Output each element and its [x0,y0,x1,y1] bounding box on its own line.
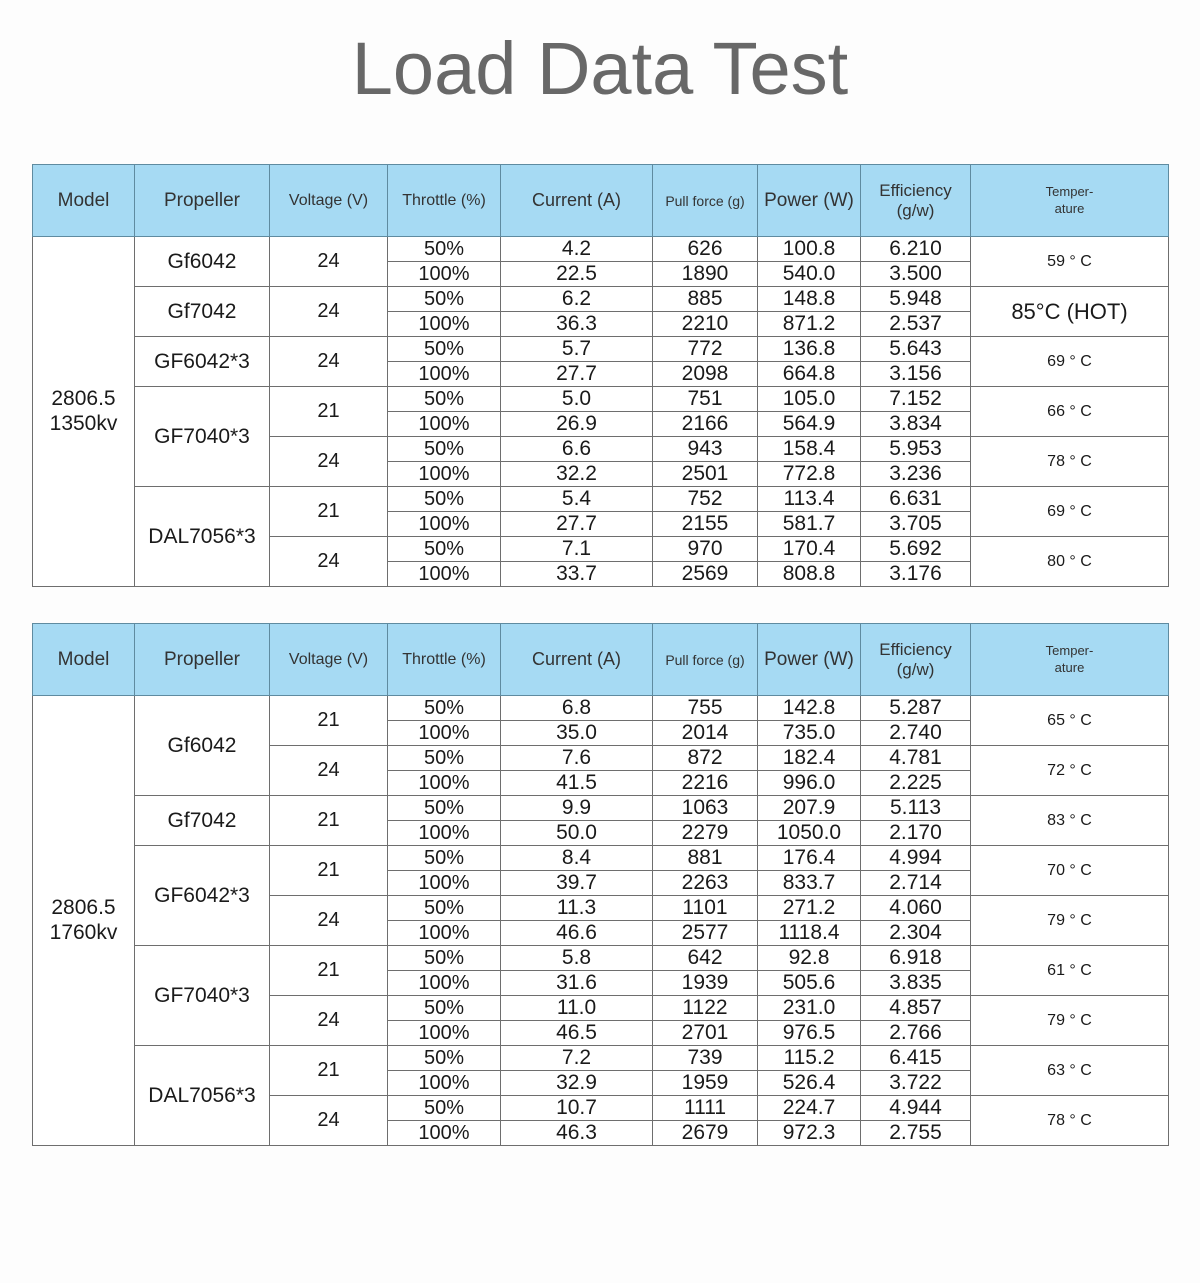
cell-pull-force: 2501 [653,462,758,487]
cell-efficiency: 2.225 [861,771,971,796]
cell-efficiency: 5.692 [861,537,971,562]
cell-current: 46.3 [501,1121,653,1146]
cell-power: 136.8 [758,337,861,362]
cell-propeller: Gf7042 [135,287,270,337]
cell-efficiency: 3.835 [861,971,971,996]
cell-pull-force: 642 [653,946,758,971]
col-header-power: Power (W) [758,624,861,696]
cell-power: 176.4 [758,846,861,871]
cell-current: 27.7 [501,512,653,537]
cell-voltage: 24 [270,896,388,946]
load-data-table-1 [32,164,1169,587]
cell-temperature: 78 ° C [971,1096,1169,1146]
model-line2: 1760kv [49,920,118,944]
cell-propeller: Gf6042 [135,237,270,287]
cell-pull-force: 2166 [653,412,758,437]
cell-pull-force: 2210 [653,312,758,337]
col-header-temperature [971,624,1169,696]
cell-throttle: 100% [388,362,501,387]
table-1-header [33,165,1169,237]
cell-throttle: 100% [388,921,501,946]
cell-throttle: 50% [388,846,501,871]
cell-temperature: 66 ° C [971,387,1169,437]
cell-pull-force: 2701 [653,1021,758,1046]
cell-power: 735.0 [758,721,861,746]
cell-pull-force: 1122 [653,996,758,1021]
cell-efficiency: 3.236 [861,462,971,487]
col-header-current: Current (A) [501,624,653,696]
temperature-label-line2: ature [1054,659,1085,675]
cell-throttle: 50% [388,287,501,312]
cell-propeller: Gf6042 [135,696,270,796]
cell-current: 22.5 [501,262,653,287]
cell-pull-force: 1890 [653,262,758,287]
cell-pull-force: 1063 [653,796,758,821]
cell-efficiency: 5.113 [861,796,971,821]
cell-current: 8.4 [501,846,653,871]
cell-temperature: 69 ° C [971,487,1169,537]
cell-pull-force: 2216 [653,771,758,796]
cell-current: 46.5 [501,1021,653,1046]
cell-pull-force: 1939 [653,971,758,996]
cell-power: 158.4 [758,437,861,462]
cell-power: 871.2 [758,312,861,337]
cell-current: 5.4 [501,487,653,512]
cell-current: 50.0 [501,821,653,846]
load-data-table-1-wrapper [0,164,1200,587]
cell-propeller: GF6042*3 [135,337,270,387]
cell-power: 581.7 [758,512,861,537]
cell-power: 231.0 [758,996,861,1021]
col-header-pull-force: Pull force (g) [653,624,758,696]
cell-current: 31.6 [501,971,653,996]
table-row [33,696,1169,721]
cell-power: 564.9 [758,412,861,437]
cell-current: 26.9 [501,412,653,437]
cell-pull-force: 626 [653,237,758,262]
cell-propeller: DAL7056*3 [135,1046,270,1146]
cell-throttle: 50% [388,237,501,262]
cell-voltage: 24 [270,996,388,1046]
cell-throttle: 100% [388,312,501,337]
cell-temperature: 85°C (HOT) [971,287,1169,337]
cell-pull-force: 755 [653,696,758,721]
cell-power: 526.4 [758,1071,861,1096]
cell-current: 7.2 [501,1046,653,1071]
col-header-model: Model [33,624,135,696]
cell-throttle: 100% [388,412,501,437]
page-title: Load Data Test [351,27,849,110]
cell-propeller: Gf7042 [135,796,270,846]
cell-pull-force: 881 [653,846,758,871]
cell-efficiency: 6.631 [861,487,971,512]
cell-power: 1050.0 [758,821,861,846]
cell-power: 833.7 [758,871,861,896]
cell-power: 105.0 [758,387,861,412]
cell-pull-force: 2263 [653,871,758,896]
cell-efficiency: 3.500 [861,262,971,287]
cell-throttle: 100% [388,262,501,287]
cell-throttle: 100% [388,512,501,537]
cell-power: 271.2 [758,896,861,921]
cell-voltage: 21 [270,387,388,437]
cell-voltage: 24 [270,1096,388,1146]
cell-throttle: 50% [388,696,501,721]
cell-pull-force: 2155 [653,512,758,537]
cell-efficiency: 3.705 [861,512,971,537]
load-data-table-2-wrapper [0,623,1200,1146]
cell-power: 505.6 [758,971,861,996]
cell-current: 5.0 [501,387,653,412]
header-row [33,624,1169,696]
cell-current: 11.3 [501,896,653,921]
cell-current: 39.7 [501,871,653,896]
cell-efficiency: 4.060 [861,896,971,921]
cell-current: 5.8 [501,946,653,971]
cell-throttle: 100% [388,721,501,746]
cell-throttle: 100% [388,971,501,996]
table-row [33,487,1169,512]
cell-current: 33.7 [501,562,653,587]
cell-throttle: 100% [388,562,501,587]
col-header-model: Model [33,165,135,237]
cell-temperature: 65 ° C [971,696,1169,746]
cell-efficiency: 5.643 [861,337,971,362]
temperature-label-line1: Temper- [1045,643,1094,659]
cell-throttle: 100% [388,462,501,487]
cell-efficiency: 6.415 [861,1046,971,1071]
cell-propeller: GF6042*3 [135,846,270,946]
cell-power: 808.8 [758,562,861,587]
cell-throttle: 50% [388,996,501,1021]
cell-voltage: 21 [270,696,388,746]
cell-current: 6.2 [501,287,653,312]
col-header-temperature [971,165,1169,237]
cell-pull-force: 1111 [653,1096,758,1121]
cell-current: 32.2 [501,462,653,487]
cell-temperature: 61 ° C [971,946,1169,996]
cell-power: 182.4 [758,746,861,771]
cell-power: 148.8 [758,287,861,312]
cell-pull-force: 2679 [653,1121,758,1146]
cell-throttle: 100% [388,871,501,896]
cell-efficiency: 5.948 [861,287,971,312]
col-header-throttle: Throttle (%) [388,165,501,237]
table-row [33,796,1169,821]
cell-efficiency: 2.714 [861,871,971,896]
cell-efficiency: 6.210 [861,237,971,262]
cell-efficiency: 3.176 [861,562,971,587]
cell-pull-force: 751 [653,387,758,412]
cell-temperature: 83 ° C [971,796,1169,846]
load-data-table-2 [32,623,1169,1146]
cell-efficiency: 7.152 [861,387,971,412]
cell-voltage: 21 [270,1046,388,1096]
cell-efficiency: 2.740 [861,721,971,746]
cell-voltage: 21 [270,946,388,996]
cell-efficiency: 4.857 [861,996,971,1021]
cell-current: 36.3 [501,312,653,337]
cell-power: 113.4 [758,487,861,512]
temperature-label-line1: Temper- [1045,184,1094,200]
temperature-label-line2: ature [1054,200,1085,216]
table-row [33,237,1169,262]
cell-pull-force: 2098 [653,362,758,387]
cell-throttle: 50% [388,746,501,771]
cell-efficiency: 5.287 [861,696,971,721]
cell-throttle: 50% [388,946,501,971]
cell-throttle: 50% [388,487,501,512]
cell-voltage: 21 [270,846,388,896]
table-row [33,287,1169,312]
cell-pull-force: 752 [653,487,758,512]
cell-efficiency: 4.994 [861,846,971,871]
cell-efficiency: 2.755 [861,1121,971,1146]
cell-efficiency: 6.918 [861,946,971,971]
cell-propeller: GF7040*3 [135,946,270,1046]
col-header-voltage: Voltage (V) [270,165,388,237]
cell-pull-force: 2279 [653,821,758,846]
cell-current: 5.7 [501,337,653,362]
cell-pull-force: 2569 [653,562,758,587]
cell-pull-force: 1101 [653,896,758,921]
cell-pull-force: 1959 [653,1071,758,1096]
cell-temperature: 72 ° C [971,746,1169,796]
table-row [33,1046,1169,1071]
cell-throttle: 50% [388,537,501,562]
cell-efficiency: 5.953 [861,437,971,462]
cell-voltage: 24 [270,437,388,487]
model-line2: 1350kv [49,411,118,435]
cell-power: 1118.4 [758,921,861,946]
cell-current: 27.7 [501,362,653,387]
cell-efficiency: 3.722 [861,1071,971,1096]
cell-power: 972.3 [758,1121,861,1146]
cell-temperature: 63 ° C [971,1046,1169,1096]
cell-pull-force: 885 [653,287,758,312]
cell-pull-force: 739 [653,1046,758,1071]
cell-current: 11.0 [501,996,653,1021]
cell-throttle: 100% [388,771,501,796]
cell-current: 7.1 [501,537,653,562]
cell-current: 10.7 [501,1096,653,1121]
cell-voltage: 24 [270,237,388,287]
cell-power: 170.4 [758,537,861,562]
col-header-pull-force: Pull force (g) [653,165,758,237]
model-line1: 2806.5 [51,895,116,919]
cell-throttle: 50% [388,337,501,362]
cell-throttle: 100% [388,1021,501,1046]
cell-voltage: 24 [270,337,388,387]
cell-temperature: 70 ° C [971,846,1169,896]
cell-current: 35.0 [501,721,653,746]
cell-efficiency: 3.834 [861,412,971,437]
cell-power: 207.9 [758,796,861,821]
cell-propeller: GF7040*3 [135,387,270,487]
cell-voltage: 24 [270,287,388,337]
cell-pull-force: 943 [653,437,758,462]
cell-throttle: 100% [388,1121,501,1146]
cell-current: 6.6 [501,437,653,462]
cell-voltage: 21 [270,796,388,846]
cell-voltage: 24 [270,746,388,796]
model-line1: 2806.5 [51,386,116,410]
col-header-efficiency: Efficiency (g/w) [861,165,971,237]
cell-temperature: 79 ° C [971,896,1169,946]
cell-power: 664.8 [758,362,861,387]
cell-power: 100.8 [758,237,861,262]
cell-throttle: 50% [388,387,501,412]
cell-efficiency: 2.766 [861,1021,971,1046]
cell-pull-force: 772 [653,337,758,362]
cell-current: 7.6 [501,746,653,771]
col-header-throttle: Throttle (%) [388,624,501,696]
cell-current: 6.8 [501,696,653,721]
cell-power: 772.8 [758,462,861,487]
cell-power: 224.7 [758,1096,861,1121]
cell-efficiency: 2.537 [861,312,971,337]
cell-current: 32.9 [501,1071,653,1096]
table-1-body [33,237,1169,587]
cell-temperature: 78 ° C [971,437,1169,487]
table-row [33,946,1169,971]
cell-power: 115.2 [758,1046,861,1071]
cell-model [33,237,135,587]
cell-pull-force: 872 [653,746,758,771]
table-row [33,846,1169,871]
cell-throttle: 100% [388,821,501,846]
header-row [33,165,1169,237]
col-header-current: Current (A) [501,165,653,237]
cell-throttle: 100% [388,1071,501,1096]
cell-pull-force: 2014 [653,721,758,746]
cell-temperature: 69 ° C [971,337,1169,387]
cell-efficiency: 2.170 [861,821,971,846]
cell-temperature: 79 ° C [971,996,1169,1046]
cell-voltage: 21 [270,487,388,537]
col-header-propeller: Propeller [135,165,270,237]
cell-efficiency: 4.781 [861,746,971,771]
cell-current: 4.2 [501,237,653,262]
cell-throttle: 50% [388,437,501,462]
cell-power: 92.8 [758,946,861,971]
cell-current: 9.9 [501,796,653,821]
cell-throttle: 50% [388,896,501,921]
cell-throttle: 50% [388,1096,501,1121]
cell-throttle: 50% [388,1046,501,1071]
cell-pull-force: 2577 [653,921,758,946]
cell-temperature: 80 ° C [971,537,1169,587]
cell-power: 142.8 [758,696,861,721]
cell-pull-force: 970 [653,537,758,562]
table-2-header [33,624,1169,696]
cell-voltage: 24 [270,537,388,587]
table-2-body [33,696,1169,1146]
col-header-efficiency: Efficiency (g/w) [861,624,971,696]
col-header-voltage: Voltage (V) [270,624,388,696]
cell-power: 540.0 [758,262,861,287]
cell-throttle: 50% [388,796,501,821]
table-row [33,337,1169,362]
cell-power: 996.0 [758,771,861,796]
cell-efficiency: 4.944 [861,1096,971,1121]
cell-current: 46.6 [501,921,653,946]
cell-current: 41.5 [501,771,653,796]
col-header-power: Power (W) [758,165,861,237]
cell-power: 976.5 [758,1021,861,1046]
cell-model [33,696,135,1146]
cell-efficiency: 2.304 [861,921,971,946]
table-row [33,387,1169,412]
cell-efficiency: 3.156 [861,362,971,387]
col-header-propeller: Propeller [135,624,270,696]
cell-propeller: DAL7056*3 [135,487,270,587]
cell-temperature: 59 ° C [971,237,1169,287]
